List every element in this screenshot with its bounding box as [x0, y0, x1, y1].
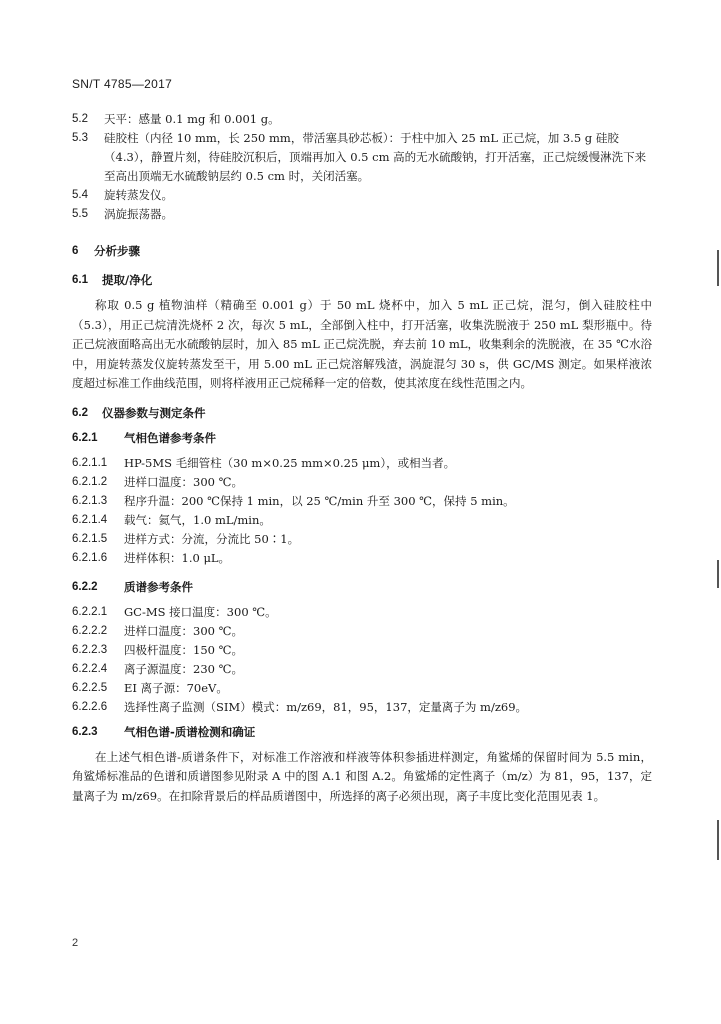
- clause-text: 离子源温度：230 ℃。: [124, 661, 243, 676]
- ms-condition-item: [72, 622, 652, 641]
- clause-number: 6.2.2.2: [72, 624, 108, 637]
- clause-number: 5.5: [72, 208, 88, 220]
- clause-5-2: [72, 110, 652, 129]
- section-title: 仪器参数与测定条件: [102, 405, 206, 420]
- clause-text: 进样方式：分流，分流比 50∶1。: [124, 531, 300, 546]
- clause-number: 5.4: [72, 189, 88, 201]
- scan-edge-mark: [717, 250, 719, 286]
- ms-condition-item: [72, 660, 652, 679]
- section-title: 质谱参考条件: [124, 579, 193, 594]
- ms-condition-item: [72, 641, 652, 660]
- scan-edge-mark: [717, 820, 719, 860]
- clause-number: 6.2.2.5: [72, 681, 108, 694]
- clause-number: 6.2.2.4: [72, 662, 108, 675]
- clause-number: 5.3: [72, 132, 88, 144]
- clause-number: 6.2.2.1: [72, 605, 108, 618]
- ms-condition-item: [72, 679, 652, 698]
- page-number: 2: [72, 937, 79, 949]
- clause-number: 6.2.1.1: [72, 456, 108, 469]
- clause-number: 6.2.1.3: [72, 494, 108, 507]
- section-title: 气相色谱-质谱检测和确证: [124, 724, 256, 739]
- clause-text: 硅胶柱（内径 10 mm，长 250 mm，带活塞具砂芯板）：于柱中加入 25 mL 正己烷，加 3.5 g 硅胶（4.3），静置片刻，待硅胶沉积后，顶端再加入 0.5 cm 高的无水硫酸钠，打开活塞，正己烷缓慢淋洗下来至高出顶端无水硫酸钠层约 0.5 cm 时，关闭活塞。: [104, 131, 647, 183]
- gc-condition-item: [72, 530, 652, 549]
- clause-number: 5.2: [72, 113, 88, 125]
- section-number: 6.2: [72, 406, 88, 419]
- section-number: 6.2.3: [72, 725, 98, 738]
- section-6-2-3-heading: [72, 723, 652, 742]
- gc-condition-item: [72, 492, 652, 511]
- section-number: 6.2.2: [72, 580, 98, 593]
- section-number: 6.1: [72, 274, 88, 286]
- section-6-2-1-heading: [72, 429, 652, 448]
- page-content: [72, 110, 652, 806]
- section-6-2-heading: [72, 404, 652, 423]
- clause-text: 进样口温度：300 ℃。: [124, 623, 243, 638]
- clause-text: 涡旋振荡器。: [104, 207, 173, 221]
- section-number: 6.2.1: [72, 431, 98, 444]
- clause-number: 6.2.1.2: [72, 475, 108, 488]
- clause-text: 进样体积：1.0 μL。: [124, 550, 231, 565]
- clause-text: 天平：感量 0.1 mg 和 0.001 g。: [104, 112, 280, 126]
- clause-5-5: [72, 205, 652, 224]
- extraction-paragraph: 称取 0.5 g 植物油样（精确至 0.001 g）于 50 mL 烧杯中，加入 5 mL 正己烷，混匀，倒入硅胶柱中（5.3），用正己烷清洗烧杯 2 次，每次 5 mL，全部倒入柱中，打开活塞，收集洗脱液于 250 mL 梨形瓶中。待正己烷液面略高出无水硫酸钠层时，加入 85 mL 正己烷洗脱，弃去前 10 mL，收集剩余的洗脱液，在 35 ℃水浴中，用旋转蒸发仪旋转蒸发至干，用 5.00 mL 正己烷溶解残渣，涡旋混匀 30 s，供 GC/MS 测定。如果样液浓度超过标准工作曲线范围，则将样液用正己烷稀释一定的倍数，使其浓度在线性范围之内。: [72, 298, 652, 390]
- clause-number: 6.2.1.6: [72, 551, 108, 564]
- section-title: 气相色谱参考条件: [124, 430, 216, 445]
- gc-condition-item: [72, 511, 652, 530]
- gc-condition-item: [72, 549, 652, 568]
- clause-number: 6.2.2.6: [72, 700, 108, 713]
- clause-text: 程序升温：200 ℃保持 1 min，以 25 ℃/min 升至 300 ℃，保持 5 min。: [124, 493, 515, 508]
- clause-5-4: [72, 186, 652, 205]
- clause-number: 6.2.1.5: [72, 532, 108, 545]
- clause-number: 6.2.2.3: [72, 643, 108, 656]
- section-title: 提取/净化: [102, 273, 153, 287]
- gc-condition-item: [72, 473, 652, 492]
- clause-text: EI 离子源：70eV。: [124, 680, 228, 695]
- clause-text: 旋转蒸发仪。: [104, 188, 173, 202]
- clause-text: GC-MS 接口温度：300 ℃。: [124, 604, 277, 619]
- clause-5-3: [72, 129, 652, 186]
- section-title: 分析步骤: [94, 244, 140, 258]
- ms-condition-item: [72, 698, 652, 717]
- gc-condition-item: [72, 454, 652, 473]
- ms-condition-item: [72, 603, 652, 622]
- clause-number: 6.2.1.4: [72, 513, 108, 526]
- clause-text: 进样口温度：300 ℃。: [124, 474, 243, 489]
- section-6-2-2-heading: [72, 578, 652, 597]
- clause-text: HP-5MS 毛细管柱（30 m×0.25 mm×0.25 μm），或相当者。: [124, 455, 456, 470]
- section-number: 6: [72, 245, 79, 257]
- clause-text: 载气：氦气，1.0 mL/min。: [124, 512, 271, 527]
- section-6-heading: [72, 242, 652, 261]
- clause-text: 四极杆温度：150 ℃。: [124, 642, 243, 657]
- confirmation-paragraph: 在上述气相色谱-质谱条件下，对标准工作溶液和样液等体积参插进样测定，角鲨烯的保留时间为 5.5 min，角鲨烯标准品的色谱和质谱图参见附录 A 中的图 A.1 和图 A.2。角鲨烯的定性离子（m/z）为 81，95，137，定量离子为 m/z69。在扣除背景后的样品质谱图中，所选择的离子必须出现，离子丰度比变化范围见表 1。: [72, 749, 652, 803]
- standard-code: SN/T 4785—2017: [72, 77, 173, 91]
- scan-edge-mark: [717, 560, 719, 588]
- section-6-1-heading: [72, 271, 652, 290]
- clause-text: 选择性离子监测（SIM）模式：m/z69，81，95，137，定量离子为 m/z69。: [124, 699, 528, 714]
